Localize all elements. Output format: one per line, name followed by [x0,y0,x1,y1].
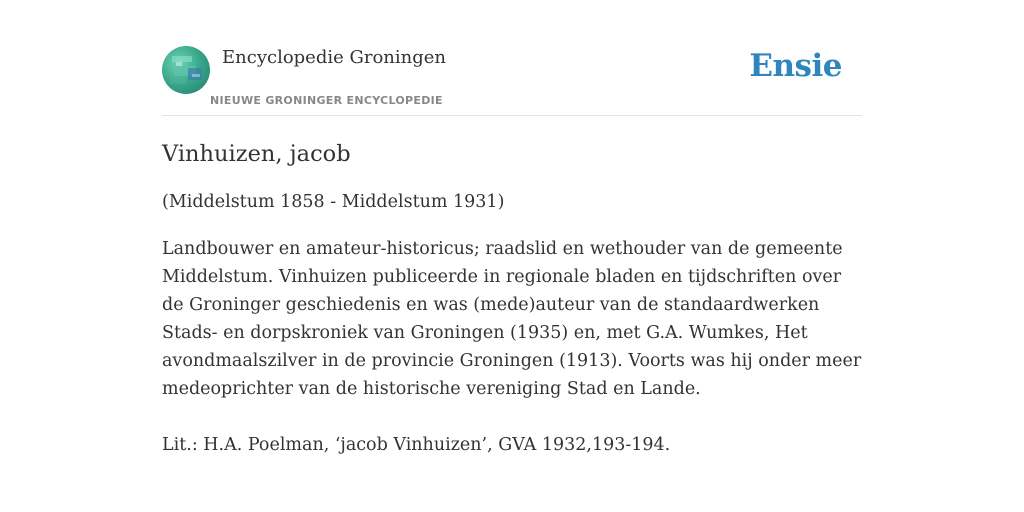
article-dates: (Middelstum 1858 - Middelstum 1931) [162,192,505,212]
site-header [162,46,862,116]
site-name-link[interactable]: Encyclopedie Groningen [222,47,447,68]
site-subtitle: NIEUWE GRONINGER ENCYCLOPEDIE [210,94,443,107]
page-title: Vinhuizen, jacob [162,141,351,167]
ensie-brand-logo[interactable]: Ensie [749,48,842,84]
article-literature: Lit.: H.A. Poelman, ‘jacob Vinhuizen’, GVA 1932,193-194. [162,435,671,455]
article-content [162,138,862,459]
article-body: Landbouwer en amateur-historicus; raadslid en wethouder van de gemeente Middelstum. Vinhuizen publiceerde in regionale bladen en tijdschriften over de Groninger geschiedenis en was (mede)auteur van de standaardwerken Stads- en dorpskroniek van Groningen (1935) en, met G.A. Wumkes, Het avondmaalszilver in de provincie Groningen (1913). Voorts was hij onder meer medeoprichter van de historische vereniging Stad en Lande. [162,239,862,399]
encyclopedie-groningen-logo-icon[interactable] [162,46,210,94]
